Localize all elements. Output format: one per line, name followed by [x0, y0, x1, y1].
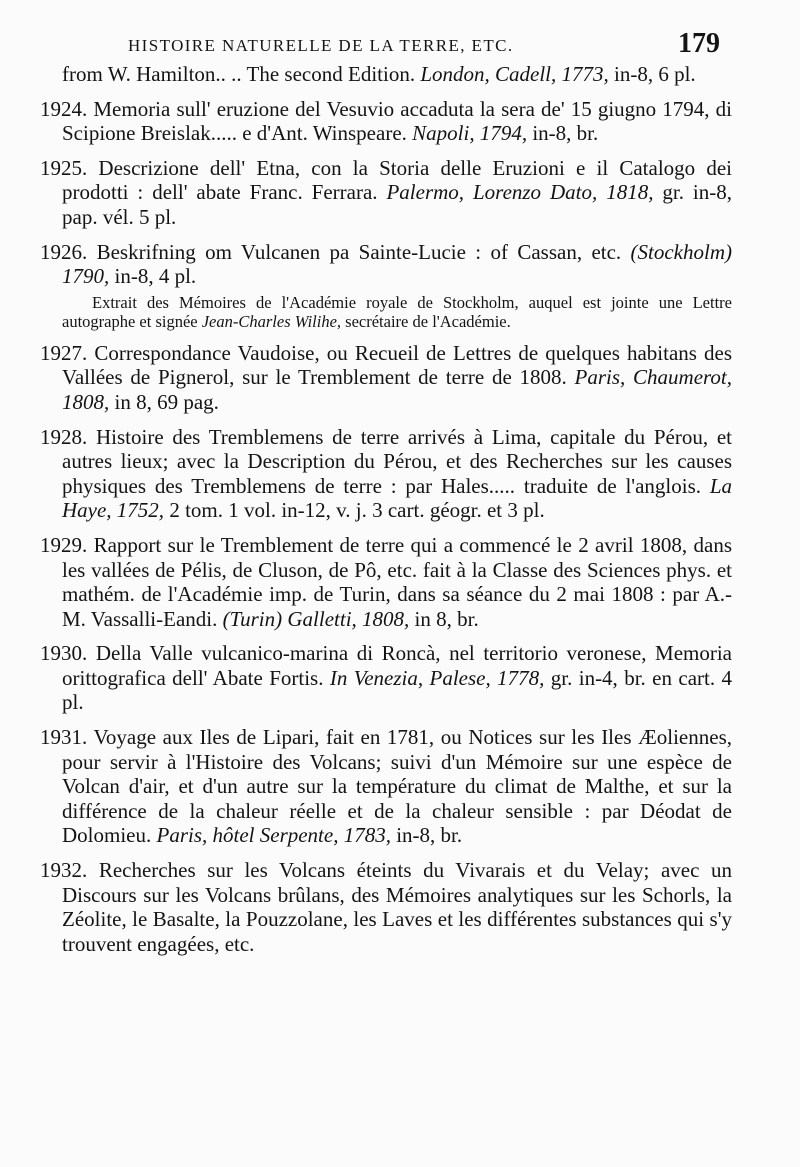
entry-number: 1924.	[40, 96, 88, 121]
entry-format: in-8, br.	[527, 121, 599, 146]
entry-imprint: Palermo, Lorenzo Dato, 1818,	[386, 180, 654, 205]
entry-number: 1930.	[40, 641, 88, 666]
entry-number: 1932.	[40, 858, 88, 883]
entry-text: Memoria sull' eruzione del Vesuvio accaduta la sera de' 15 giugno 1794, di Scipione Breislak..... e d'Ant. Winspeare.	[62, 96, 732, 146]
entry-1926	[40, 240, 732, 289]
entry-format: in 8, 69 pag.	[109, 389, 219, 414]
entry-1929	[40, 533, 732, 631]
entry-number: 1931.	[40, 725, 88, 750]
entry-1926-note	[40, 293, 732, 331]
note-signatory: Jean-Charles Wilihe,	[201, 311, 342, 331]
entry-1932	[40, 858, 732, 956]
entry-imprint: La Haye, 1752,	[62, 473, 732, 523]
entry-text: Beskrifning om Vulcanen pa Sainte-Lucie : of Cassan, etc.	[87, 239, 631, 264]
note-tail: secrétaire de l'Académie.	[341, 311, 511, 331]
entry-text: from W. Hamilton.. .. The second Edition.	[62, 62, 421, 86]
entry-1928	[40, 425, 732, 523]
entry-1931	[40, 725, 732, 848]
entry-imprint: Napoli, 1794,	[412, 121, 528, 146]
entry-imprint: (Stockholm) 1790,	[62, 239, 732, 289]
entry-imprint: Paris, hôtel Serpente, 1783,	[156, 823, 391, 848]
entry-imprint: (Turin) Galletti, 1808,	[222, 606, 410, 631]
entry-format: in-8, 4 pl.	[109, 264, 197, 289]
entry-text: Recherches sur les Volcans éteints du Vivarais et du Velay; avec un Discours sur les Volcans brûlans, des Mémoires analytiques sur les Schorls, la Zéolite, le Basalte, la Pouzzolane, les Laves et les différentes substances qui s'y trouvent engagées, etc.	[62, 858, 732, 956]
entry-1924	[40, 97, 732, 146]
entry-number: 1927.	[40, 340, 88, 365]
entry-format: gr. in-4, br. en cart. 4 pl.	[62, 665, 732, 715]
entry-text: Correspondance Vaudoise, ou Recueil de Lettres de quelques habitans des Vallées de Pignerol, sur le Tremblement de terre de 1808.	[62, 340, 732, 390]
entry-format: 2 tom. 1 vol. in-12, v. j. 3 cart. géogr. et 3 pl.	[164, 498, 545, 523]
entry-text: Rapport sur le Tremblement de terre qui a commencé le 2 avril 1808, dans les vallées de Pélis, de Cluson, de Pô, etc. fait à la Classe des Sciences phys. et mathém. de l'Académie imp. de Turin, dans sa séance du 2 mai 1808 : par A.-M. Vassalli-Eandi.	[62, 532, 732, 631]
page-number: 179	[678, 28, 720, 59]
entry-1923-continuation	[40, 62, 732, 87]
entry-1930	[40, 641, 732, 715]
entry-number: 1926.	[40, 239, 88, 264]
entry-imprint: London, Cadell, 1773,	[420, 62, 609, 86]
entry-text: Histoire des Tremblemens de terre arrivés à Lima, capitale du Pérou, et autres lieux; avec la Description du Pérou, et des Recherches sur les causes physiques des Tremblemens de terre : par Hales..... traduite de l'anglois.	[62, 424, 732, 498]
running-head: HISTOIRE NATURELLE DE LA TERRE, ETC.	[128, 36, 514, 55]
entry-imprint: In Venezia, Palese, 1778,	[329, 665, 545, 690]
entry-number: 1925.	[40, 155, 88, 180]
entry-number: 1929.	[40, 532, 88, 557]
entry-format: in-8, 6 pl.	[608, 62, 696, 86]
entry-imprint: Paris, Chaumerot, 1808,	[62, 365, 732, 414]
entry-format: in 8, br.	[409, 606, 479, 631]
entry-1925	[40, 156, 732, 230]
catalogue-entries	[40, 62, 732, 966]
entry-text: Della Valle vulcanico-marina di Roncà, nel territorio veronese, Memoria orittografica dell' Abate Fortis.	[62, 641, 732, 690]
entry-text: Voyage aux Iles de Lipari, fait en 1781, ou Notices sur les Iles Æoliennes, pour servir à l'Histoire des Volcans; suivi d'un Mémoire sur une espèce de Volcan d'air, et d'un autre sur la température du climat de Malthe, et sur la différence de la chaleur réelle et de la chaleur sensible : par Déodat de Dolomieu.	[62, 725, 732, 848]
entry-number: 1928.	[40, 424, 88, 449]
note-text: Extrait des Mémoires de l'Académie royale de Stockholm, auquel est jointe une Lettre autographe et signée	[62, 292, 732, 331]
entry-text: Descrizione dell' Etna, con la Storia delle Eruzioni e il Catalogo dei prodotti : dell' abate Franc. Ferrara.	[62, 155, 732, 205]
entry-format: gr. in-8, pap. vél. 5 pl.	[62, 180, 732, 229]
entry-1927	[40, 341, 732, 415]
entry-format: in-8, br.	[390, 823, 463, 848]
page-header	[128, 28, 720, 64]
